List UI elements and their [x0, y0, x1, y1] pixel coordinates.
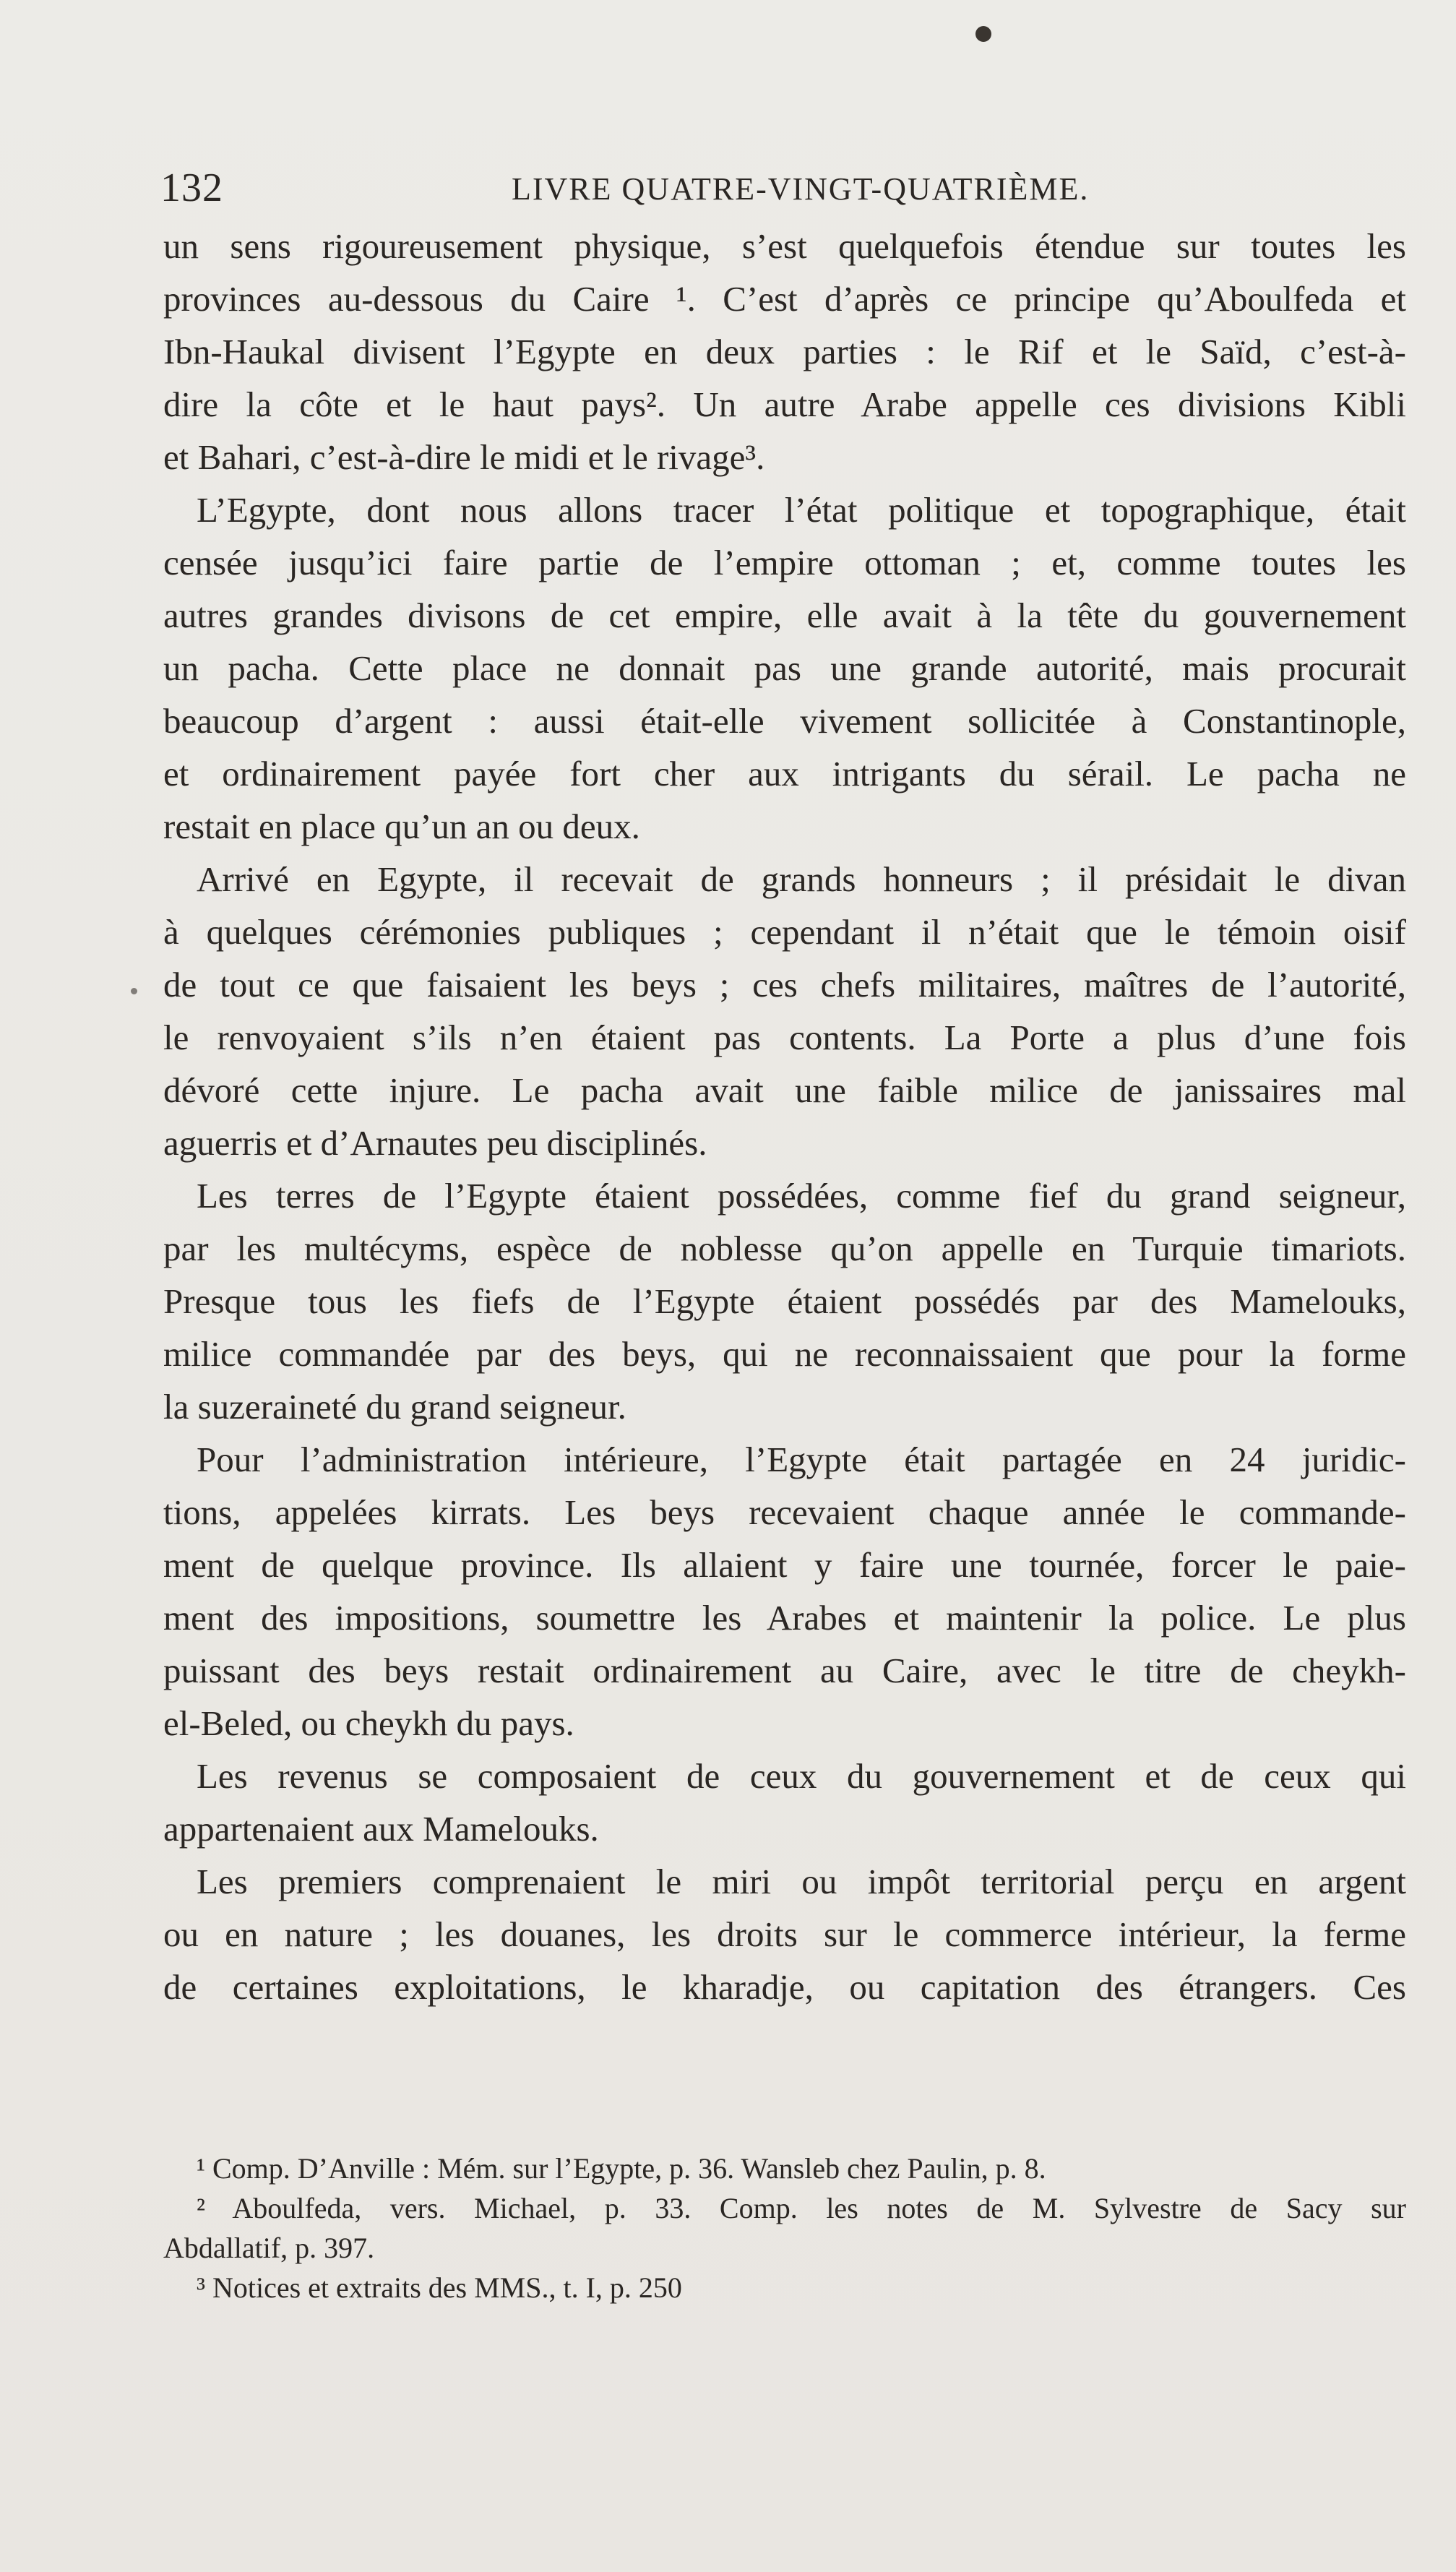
- text-line: et Bahari, c’est-à-dire le midi et le rivage³.: [163, 437, 765, 477]
- footnote: ¹ Comp. D’Anville : Mém. sur l’Egypte, p. 36. Wansleb chez Paulin, p. 8.: [197, 2152, 1046, 2185]
- text-line: par les multécyms, espèce de noblesse qu’on appelle en Turquie timariots.: [163, 1229, 1406, 1268]
- text-line: el-Beled, ou cheykh du pays.: [163, 1703, 574, 1743]
- text-line: Presque tous les fiefs de l’Egypte étaient possédés par des Mamelouks,: [163, 1281, 1406, 1321]
- footnote-continuation: Abdallatif, p. 397.: [163, 2232, 375, 2264]
- running-title: LIVRE QUATRE-VINGT-QUATRIÈME.: [512, 171, 1090, 207]
- text-line: Les terres de l’Egypte étaient possédées, comme fief du grand seigneur,: [197, 1176, 1406, 1216]
- text-line: le renvoyaient s’ils n’en étaient pas contents. La Porte a plus d’une fois: [163, 1018, 1406, 1057]
- text-line: censée jusqu’ici faire partie de l’empire ottoman ; et, comme toutes les: [163, 543, 1406, 582]
- text-line: beaucoup d’argent : aussi était-elle vivement sollicitée à Constantinople,: [163, 701, 1406, 741]
- footnote: ² Aboulfeda, vers. Michael, p. 33. Comp. les notes de M. Sylvestre de Sacy sur: [197, 2192, 1406, 2224]
- text-line: L’Egypte, dont nous allons tracer l’état politique et topographique, était: [197, 490, 1406, 530]
- text-line: la suzeraineté du grand seigneur.: [163, 1387, 626, 1427]
- text-line: dévoré cette injure. Le pacha avait une faible milice de janissaires mal: [163, 1070, 1406, 1110]
- body-text: [163, 220, 1406, 2013]
- text-line: ment des impositions, soumettre les Arabes et maintenir la police. Le plus: [163, 1598, 1406, 1638]
- page-header: [160, 165, 1396, 223]
- text-line: Ibn-Haukal divisent l’Egypte en deux parties : le Rif et le Saïd, c’est-à-: [163, 332, 1406, 371]
- text-line: appartenaient aux Mamelouks.: [163, 1809, 599, 1849]
- text-line: Les premiers comprenaient le miri ou impôt territorial perçu en argent: [197, 1862, 1406, 1901]
- page-number: 132: [160, 165, 223, 210]
- text-line: puissant des beys restait ordinairement au Caire, avec le titre de cheykh-: [163, 1651, 1406, 1690]
- text-line: restait en place qu’un an ou deux.: [163, 807, 640, 846]
- text-line: Les revenus se composaient de ceux du gouvernement et de ceux qui: [197, 1756, 1406, 1796]
- text-line: un sens rigoureusement physique, s’est quelquefois étendue sur toutes les: [163, 226, 1406, 266]
- text-line: de tout ce que faisaient les beys ; ces chefs militaires, maîtres de l’autorité,: [163, 965, 1406, 1005]
- text-line: ment de quelque province. Ils allaient y faire une tournée, forcer le paie-: [163, 1545, 1406, 1585]
- text-line: aguerris et d’Arnautes peu disciplinés.: [163, 1123, 707, 1163]
- text-line: dire la côte et le haut pays². Un autre Arabe appelle ces divisions Kibli: [163, 384, 1406, 424]
- text-line: milice commandée par des beys, qui ne reconnaissaient que pour la forme: [163, 1334, 1406, 1374]
- text-line: provinces au-dessous du Caire ¹. C’est d’après ce principe qu’Aboulfeda et: [163, 279, 1406, 319]
- text-line: ou en nature ; les douanes, les droits sur le commerce intérieur, la ferme: [163, 1914, 1406, 1954]
- text-line: de certaines exploitations, le kharadje, ou capitation des étrangers. Ces: [163, 1967, 1406, 2007]
- ink-speck: [131, 988, 137, 994]
- footnote: ³ Notices et extraits des MMS., t. I, p. 250: [197, 2271, 682, 2304]
- ink-speck: [975, 26, 991, 42]
- text-line: un pacha. Cette place ne donnait pas une grande autorité, mais procurait: [163, 648, 1406, 688]
- text-line: Arrivé en Egypte, il recevait de grands honneurs ; il présidait le divan: [197, 859, 1406, 899]
- text-line: autres grandes divisons de cet empire, elle avait à la tête du gouvernement: [163, 595, 1406, 635]
- footnotes: [163, 2149, 1406, 2308]
- text-line: et ordinairement payée fort cher aux intrigants du sérail. Le pacha ne: [163, 754, 1406, 793]
- text-line: à quelques cérémonies publiques ; cependant il n’était que le témoin oisif: [163, 912, 1406, 952]
- text-line: tions, appelées kirrats. Les beys recevaient chaque année le commande-: [163, 1492, 1406, 1532]
- text-line: Pour l’administration intérieure, l’Egypte était partagée en 24 juridic-: [197, 1440, 1406, 1479]
